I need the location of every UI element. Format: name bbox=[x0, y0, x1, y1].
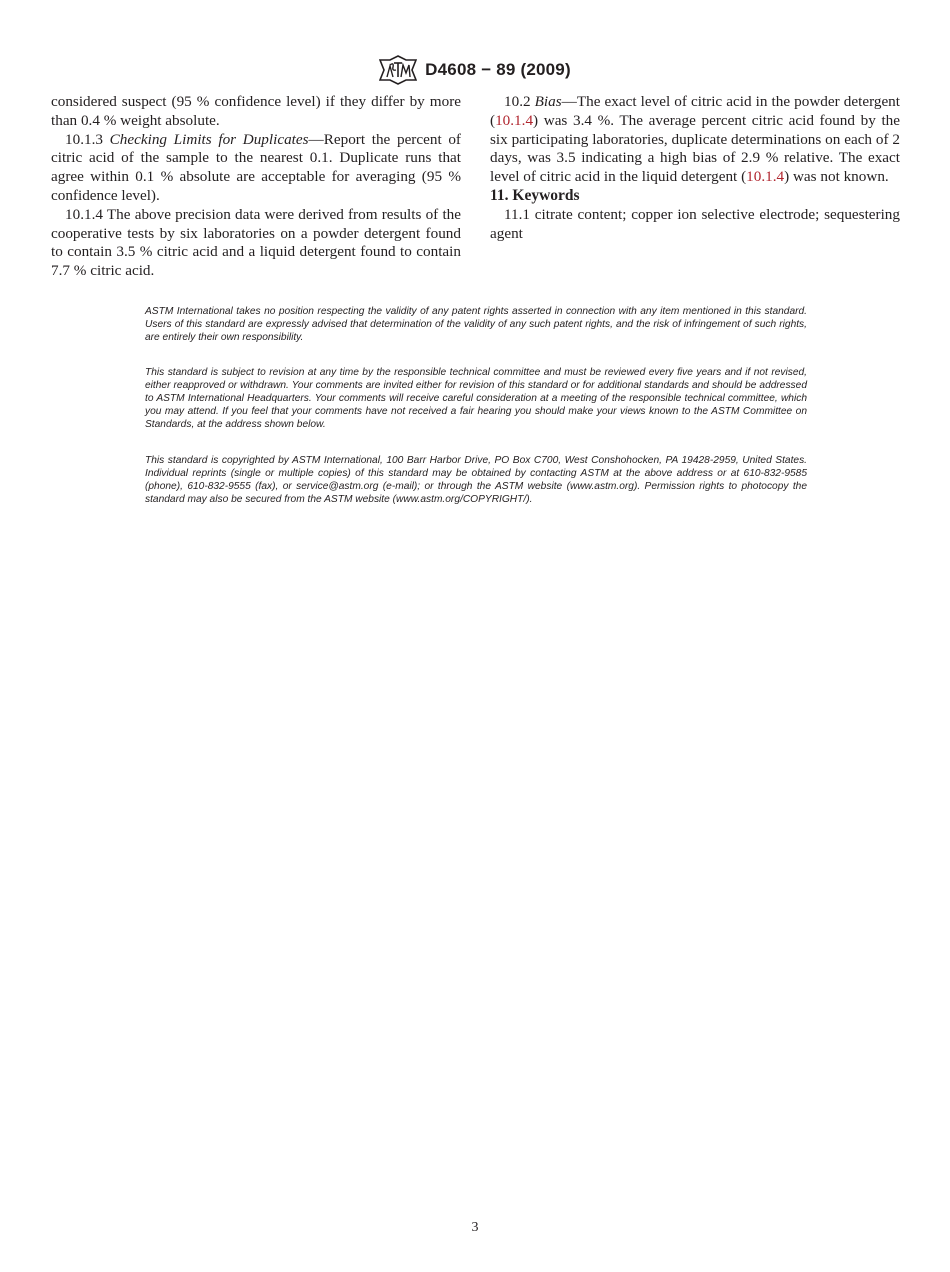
page-number: 3 bbox=[471, 1220, 479, 1235]
paragraph-text: —Report the percent of citric acid of the sample to the nearest 0.1. Duplicate runs that agree within 0.1 % absolute are acceptable for averaging (95 % confidence level). bbox=[51, 130, 461, 204]
left-column bbox=[51, 93, 461, 281]
cross-reference-link[interactable]: 10.1.4 bbox=[495, 111, 534, 129]
astm-logo-icon bbox=[379, 55, 417, 85]
section-number: 10.1.3 bbox=[65, 130, 103, 148]
paragraph-continuation: considered suspect (95 % confidence level) if they differ by more than 0.4 % weight absolute. bbox=[51, 93, 461, 129]
patent-notice: ASTM International takes no position respecting the validity of any patent rights asserted in connection with any item mentioned in this standard. Users of this standard are expressly advised that determination of the validity of any such patent rights, and the risk of infringement of such rights, are entirely their own responsibility. bbox=[145, 306, 807, 344]
section-title: Checking Limits for Duplicates bbox=[109, 130, 309, 148]
cross-reference-link[interactable]: 10.1.4 bbox=[746, 168, 785, 186]
page-header bbox=[0, 55, 950, 85]
document-id: D4608 − 89 (2009) bbox=[425, 60, 571, 79]
section-title: Bias bbox=[534, 93, 562, 110]
paragraph-text: —The exact level of citric acid in the powder detergent ( bbox=[490, 93, 900, 129]
keywords-paragraph: 11.1 citrate content; copper ion selective electrode; sequestering agent bbox=[490, 205, 900, 242]
copyright-notice: This standard is copyrighted by ASTM International, 100 Barr Harbor Drive, PO Box C700, West Conshohocken, PA 19428-2959, United States. Individual reprints (single or multiple copies) of this standard may be obtained by contacting ASTM at the above address or at 610-832-9585 (phone), 610-832-9555 (fax), or service@astm.org (e-mail); or through the ASTM website (www.astm.org). Permission rights to photocopy the standard may also be secured from the ASTM website (www.astm.org/COPYRIGHT/). bbox=[145, 455, 807, 506]
paragraph-text: ) was not known. bbox=[784, 168, 889, 186]
section-number: 10.2 bbox=[504, 93, 531, 110]
paragraph-10-1-3 bbox=[51, 131, 461, 206]
paragraph-text: ) was 3.4 %. The average percent citric acid found by the six participating laboratories, duplicate determinations on each of 2 days, was 3.5 indicating a high bias of 2.9 % relative. The exact level of citric acid in the liquid detergent ( bbox=[490, 111, 900, 186]
revision-notice: This standard is subject to revision at any time by the responsible technical committee and must be reviewed every five years and if not revised, either reapproved or withdrawn. Your comments are invited either for revision of this standard or for additional standards and should be addressed to ASTM International Headquarters. Your comments will receive careful consideration at a meeting of the responsible technical committee, which you may attend. If you feel that your comments have not received a fair hearing you should make your views known to the ASTM Committee on Standards, at the address shown below. bbox=[145, 367, 807, 431]
paragraph-10-2 bbox=[490, 93, 900, 187]
keywords-heading: 11. Keywords bbox=[490, 186, 580, 204]
right-column bbox=[490, 93, 900, 243]
paragraph-10-1-4: 10.1.4 The above precision data were derived from results of the cooperative tests by six laboratories on a powder detergent found to contain 3.5 % citric acid and a liquid detergent found to contain 7.7 % citric acid. bbox=[51, 205, 461, 280]
